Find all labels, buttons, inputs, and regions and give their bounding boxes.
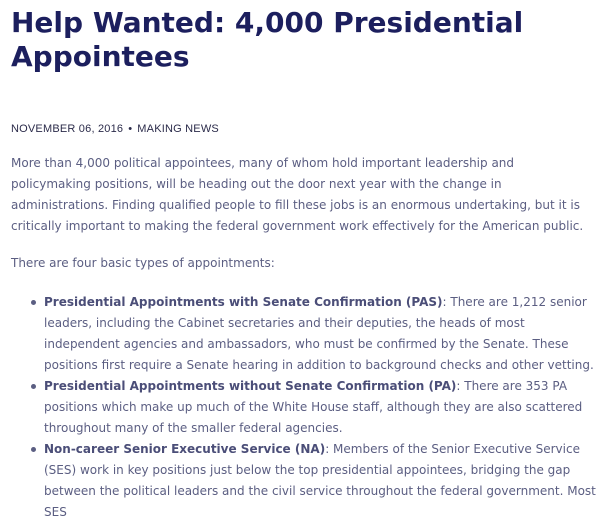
article-meta xyxy=(11,122,219,136)
list-item xyxy=(44,439,596,523)
list-item xyxy=(44,376,596,439)
types-intro-paragraph: There are four basic types of appointments: xyxy=(11,256,275,270)
list-item-term: Presidential Appointments with Senate Confirmation (PAS) xyxy=(44,295,443,309)
intro-paragraph: More than 4,000 political appointees, many of whom hold important leadership and policymaking positions, will be heading out the door next year with the change in administrations. Finding qualified people to fill these jobs is an enormous undertaking, but it is critically important to making the federal government work effectively for the American public. xyxy=(11,156,584,233)
bullet-icon xyxy=(31,447,36,452)
list-item-description: : There are 1,212 senior leaders, including the Cabinet secretaries and their deputies, the heads of most independent agencies and ambassadors, who must be confirmed by the Senate. These positions first require a Senate hearing in addition to background checks and other vetting. xyxy=(44,295,594,372)
bullet-icon xyxy=(31,384,36,389)
list-item-term: Non-career Senior Executive Service (NA) xyxy=(44,442,326,456)
list-item-description: : There are 353 PA positions which make up much of the White House staff, although they are also scattered throughout many of the smaller federal agencies. xyxy=(44,379,583,435)
article-date: NOVEMBER 06, 2016 xyxy=(11,123,124,135)
list-item xyxy=(44,292,596,376)
list-item-term: Presidential Appointments without Senate Confirmation (PA) xyxy=(44,379,457,393)
article-category: MAKING NEWS xyxy=(137,123,219,135)
list-item-description: : Members of the Senior Executive Service (SES) work in key positions just below the top presidential appointees, bridging the gap between the political leaders and the civil service throughout the federal government. Most SES xyxy=(44,442,596,519)
appointment-types-list xyxy=(44,292,596,523)
meta-separator: • xyxy=(128,123,133,135)
bullet-icon xyxy=(31,300,36,305)
article-title: Help Wanted: 4,000 Presidential Appointees xyxy=(11,6,524,73)
